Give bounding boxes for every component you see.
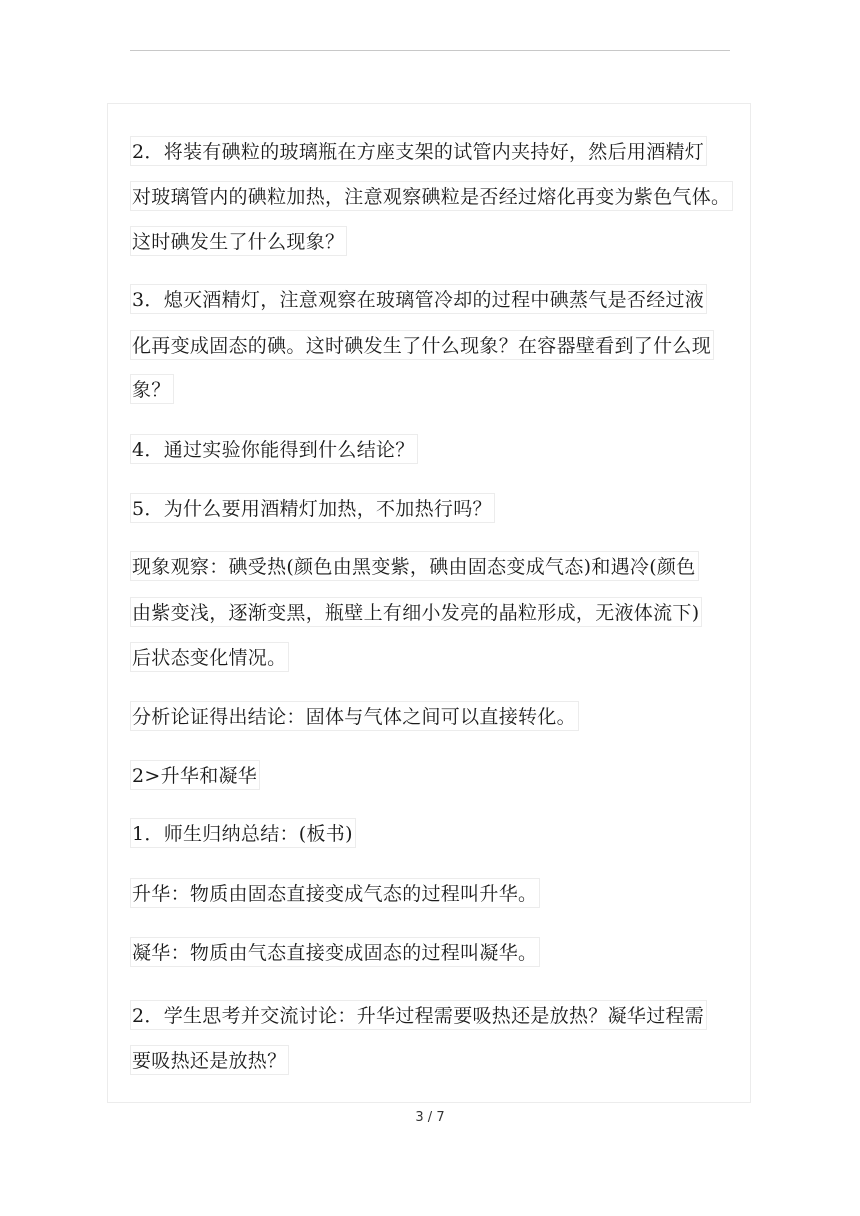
text-line: 2．将装有碘粒的玻璃瓶在方座支架的试管内夹持好，然后用酒精灯 [130,136,707,166]
section-heading: 2>升华和凝华 [130,760,260,790]
text-line: 分析论证得出结论：固体与气体之间可以直接转化。 [130,701,579,731]
text-line: 象？ [130,374,174,404]
text-line: 后状态变化情况。 [130,642,289,672]
header-rule [130,50,730,51]
text-line: 4．通过实验你能得到什么结论？ [130,434,418,464]
text-line: 由紫变浅，逐渐变黑，瓶壁上有细小发亮的晶粒形成，无液体流下) [130,597,702,627]
page-indicator: 3 / 7 [415,1110,445,1125]
text-line: 1．师生归纳总结：(板书) [130,818,356,848]
text-line: 2．学生思考并交流讨论：升华过程需要吸热还是放热？凝华过程需 [130,1000,707,1030]
definition-sublimation: 升华：物质由固态直接变成气态的过程叫升华。 [130,878,540,908]
text-line: 3．熄灭酒精灯，注意观察在玻璃管冷却的过程中碘蒸气是否经过液 [130,284,707,314]
text-line: 这时碘发生了什么现象？ [130,226,347,256]
text-line: 对玻璃管内的碘粒加热，注意观察碘粒是否经过熔化再变为紫色气体。 [130,181,733,211]
definition-deposition: 凝华：物质由气态直接变成固态的过程叫凝华。 [130,937,540,967]
text-line: 化再变成固态的碘。这时碘发生了什么现象？在容器壁看到了什么现 [130,330,714,360]
text-line: 要吸热还是放热？ [130,1045,289,1075]
text-line: 5．为什么要用酒精灯加热，不加热行吗？ [130,493,495,523]
text-line: 现象观察：碘受热(颜色由黑变紫，碘由固态变成气态)和遇冷(颜色 [130,551,699,581]
